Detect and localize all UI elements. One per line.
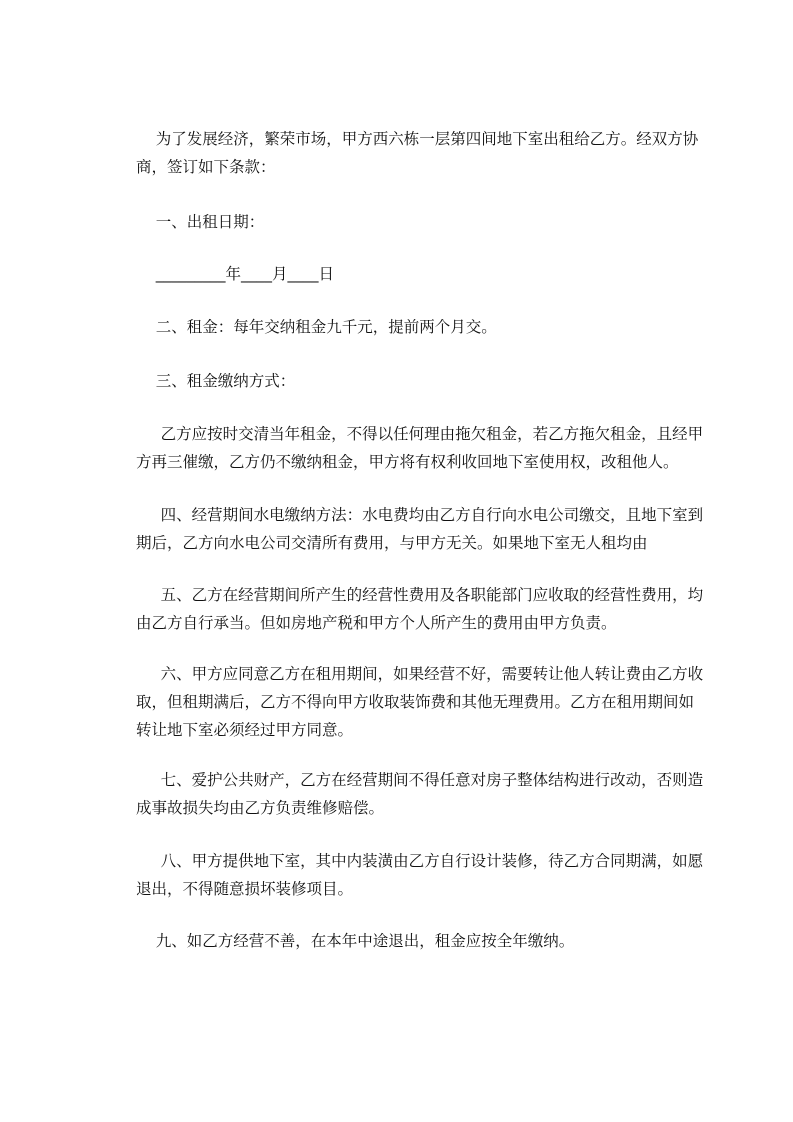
clause-1-date-line: _________年____月____日: [136, 265, 334, 283]
clause-2-paragraph: 二、租金：每年交纳租金九千元，提前两个月交。: [136, 318, 497, 336]
clause-1-heading: 一、出租日期：: [136, 213, 265, 231]
clause-8-paragraph: 八、甲方提供地下室，其中内装潢由乙方自行设计装修，待乙方合同期满，如愿退出，不得随意损坏装修项目。: [136, 852, 704, 898]
clause-3-body: 乙方应按时交清当年租金，不得以任何理由拖欠租金，若乙方拖欠租金，且经甲方再三催缴，乙方仍不缴纳租金，甲方将有权利收回地下室使用权，改租他人。: [136, 425, 704, 471]
intro-paragraph: 为了发展经济，繁荣市场，甲方西六栋一层第四间地下室出租给乙方。经双方协商，签订如下条款：: [136, 130, 699, 176]
clause-3-heading: 三、租金缴纳方式：: [136, 372, 296, 390]
clause-6-paragraph: 六、甲方应同意乙方在租用期间，如果经营不好，需要转让他人转让费由乙方收 取，但租期满后，乙方不得向甲方收取装饰费和其他无理费用。乙方在租用期间如转让地下室必须经过甲方同意。: [136, 665, 709, 739]
clause-7-paragraph: 七、爱护公共财产，乙方在经营期间不得任意对房子整体结构进行改动，否则造成事故损失均由乙方负责维修赔偿。: [136, 771, 704, 817]
clause-5-paragraph: 五、乙方在经营期间所产生的经营性费用及各职能部门应收取的经营性费用，均由乙方自行承当。但如房地产税和甲方个人所产生的费用由甲方负责。: [136, 586, 704, 632]
clause-9-paragraph: 九、如乙方经营不善，在本年中途退出，租金应按全年缴纳。: [136, 932, 575, 950]
clause-4-paragraph: 四、经营期间水电缴纳方法：水电费均由乙方自行向水电公司缴交，且地下室到期后，乙方向水电公司交清所有费用，与甲方无关。如果地下室无人租均由: [136, 506, 704, 552]
